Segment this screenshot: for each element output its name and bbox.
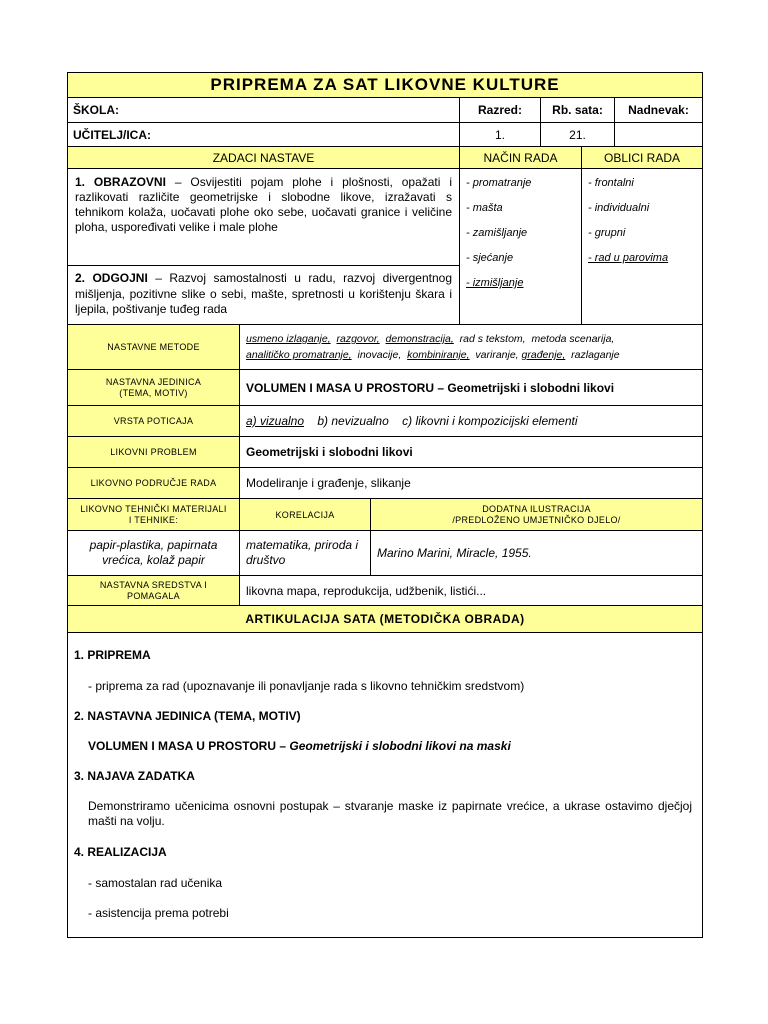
nacin-item: - mašta [466, 202, 503, 214]
ilustracija-label-line1: DODATNA ILUSTRACIJA [482, 503, 591, 514]
nadnevak-label: Nadnevak: [614, 97, 703, 123]
oblici-item: - individualni [588, 202, 650, 214]
likovni-problem-value: Geometrijski i slobodni likovi [239, 436, 703, 468]
section-najava-title: 3. NAJAVA ZADATKA [74, 769, 195, 783]
ilustracija-value: Marino Marini, Miracle, 1955. [370, 530, 703, 576]
poticaj-b: b) nevizualno [317, 414, 389, 428]
korelacija-label: KORELACIJA [239, 498, 371, 531]
page-title: PRIPREMA ZA SAT LIKOVNE KULTURE [67, 72, 703, 98]
materijali-value: papir-plastika, papirnata vrećica, kolaž papir [67, 530, 240, 576]
razred-value: 1. [459, 122, 541, 147]
nastavna-jedinica-value: VOLUMEN I MASA U PROSTORU – Geometrijski i slobodni likovi [239, 369, 703, 406]
nastavne-metode-label: NASTAVNE METODE [67, 324, 240, 370]
sredstva-label-line1: NASTAVNA SREDSTVA I [99, 579, 208, 590]
section-priprema-text: - priprema za rad (upoznavanje ili ponavljanje rada s likovno tehničkim sredstvom) [88, 679, 525, 693]
section-jedinica-text [88, 739, 511, 753]
korelacija-value: matematika, priroda i društvo [239, 530, 371, 576]
nastavna-jedinica-label-line2: (TEMA, MOTIV) [119, 387, 188, 398]
likovni-problem-label: LIKOVNI PROBLEM [67, 436, 240, 468]
nacin-rada-header: NAČIN RADA [459, 146, 582, 169]
metoda: građenje, [521, 349, 566, 361]
nastavna-jedinica-label-line1: NASTAVNA JEDINICA [105, 376, 202, 387]
oblici-rada-list [581, 168, 703, 325]
ilustracija-label-line2: /PREDLOŽENO UMJETNIČKO DJELO/ [452, 514, 621, 525]
sredstva-label-line2: POMAGALA [127, 590, 180, 601]
likovno-podrucje-value: Modeliranje i građenje, slikanje [239, 467, 703, 499]
oblici-item: - grupni [588, 227, 626, 239]
nacin-item: - izmišljanje [466, 277, 524, 289]
section-priprema-title: 1. PRIPREMA [74, 648, 151, 662]
obrazovni-label: 1. OBRAZOVNI [75, 175, 166, 189]
nacin-item: - zamišljanje [466, 227, 528, 239]
metoda: inovacije, [357, 349, 402, 361]
skola-label: ŠKOLA: [67, 97, 460, 123]
ucitelj-label: UČITELJ/ICA: [67, 122, 460, 147]
metoda: razlaganje [571, 349, 620, 361]
ilustracija-label [370, 498, 703, 531]
odgojni-cell [67, 265, 460, 325]
metoda: kombiniranje, [407, 349, 470, 361]
nadnevak-value [614, 122, 703, 147]
section-jedinica-text-italic: Geometrijski i slobodni likovi na maski [289, 739, 511, 753]
metoda: analitičko promatranje, [246, 349, 352, 361]
likovno-podrucje-label: LIKOVNO PODRUČJE RADA [67, 467, 240, 499]
section-realizacija-item: - samostalan rad učenika [88, 876, 223, 890]
oblici-item: - rad u parovima [588, 252, 669, 264]
section-realizacija-title: 4. REALIZACIJA [74, 845, 167, 859]
section-realizacija-item: - asistencija prema potrebi [88, 906, 229, 920]
section-najava-text: Demonstriramo učenicima osnovni postupak – stvaranje maske iz papirnate vrećice, a ukrase ostavimo dječjoj mašti na volju. [88, 799, 692, 828]
sredstva-value: likovna mapa, reprodukcija, udžbenik, listići... [239, 575, 703, 606]
nastavna-jedinica-label [67, 369, 240, 406]
vrsta-poticaja-value [239, 405, 703, 437]
rb-sata-value: 21. [540, 122, 615, 147]
nacin-item: - sjećanje [466, 252, 514, 264]
nacin-item: - promatranje [466, 177, 532, 189]
metoda: demonstracija, [385, 333, 454, 345]
rb-sata-label: Rb. sata: [540, 97, 615, 123]
nacin-rada-list [459, 168, 582, 325]
odgojni-label: 2. ODGOJNI [75, 271, 148, 285]
obrazovni-cell [67, 168, 460, 266]
sredstva-label [67, 575, 240, 606]
oblici-rada-header: OBLICI RADA [581, 146, 703, 169]
razred-label: Razred: [459, 97, 541, 123]
poticaj-c: c) likovni i kompozicijski elementi [402, 414, 578, 428]
poticaj-a: a) vizualno [246, 414, 305, 428]
materijali-label-line2: I TEHNIKE: [128, 514, 179, 525]
metoda: rad s tekstom, [459, 333, 526, 345]
odgojni-text: – Razvoj samostalnosti u radu, razvoj divergentnog mišljenja, pozitivne slike o sebi, mašte, spretnosti u korištenju škara i ljepila, poštivanje tuđeg rada [75, 271, 452, 316]
vrsta-poticaja-label: VRSTA POTICAJA [67, 405, 240, 437]
metoda: usmeno izlaganje, [246, 333, 331, 345]
nastavne-metode-value [239, 324, 703, 370]
oblici-item: - frontalni [588, 177, 634, 189]
section-jedinica-title: 2. NASTAVNA JEDINICA (TEMA, MOTIV) [74, 709, 301, 723]
obrazovni-text: – Osvijestiti pojam plohe i plošnosti, opažati i razlikovati različite geometrijske i slobodne likove, izražavati s tehnikom kolaža, uočavati plohe oko sebe, uočavati granice i veličine ploha, uspoređivati velike i male plohe [75, 175, 452, 234]
metoda: razgovor, [336, 333, 380, 345]
metoda: metoda scenarija, [531, 333, 615, 345]
materijali-label [67, 498, 240, 531]
zadaci-header: ZADACI NASTAVE [67, 146, 460, 169]
artikulacija-header: ARTIKULACIJA SATA (METODIČKA OBRADA) [67, 605, 703, 633]
metoda: variranje, [475, 349, 519, 361]
materijali-label-line1: LIKOVNO TEHNIČKI MATERIJALI [80, 503, 227, 514]
section-jedinica-text-plain: VOLUMEN I MASA U PROSTORU – [88, 739, 287, 753]
